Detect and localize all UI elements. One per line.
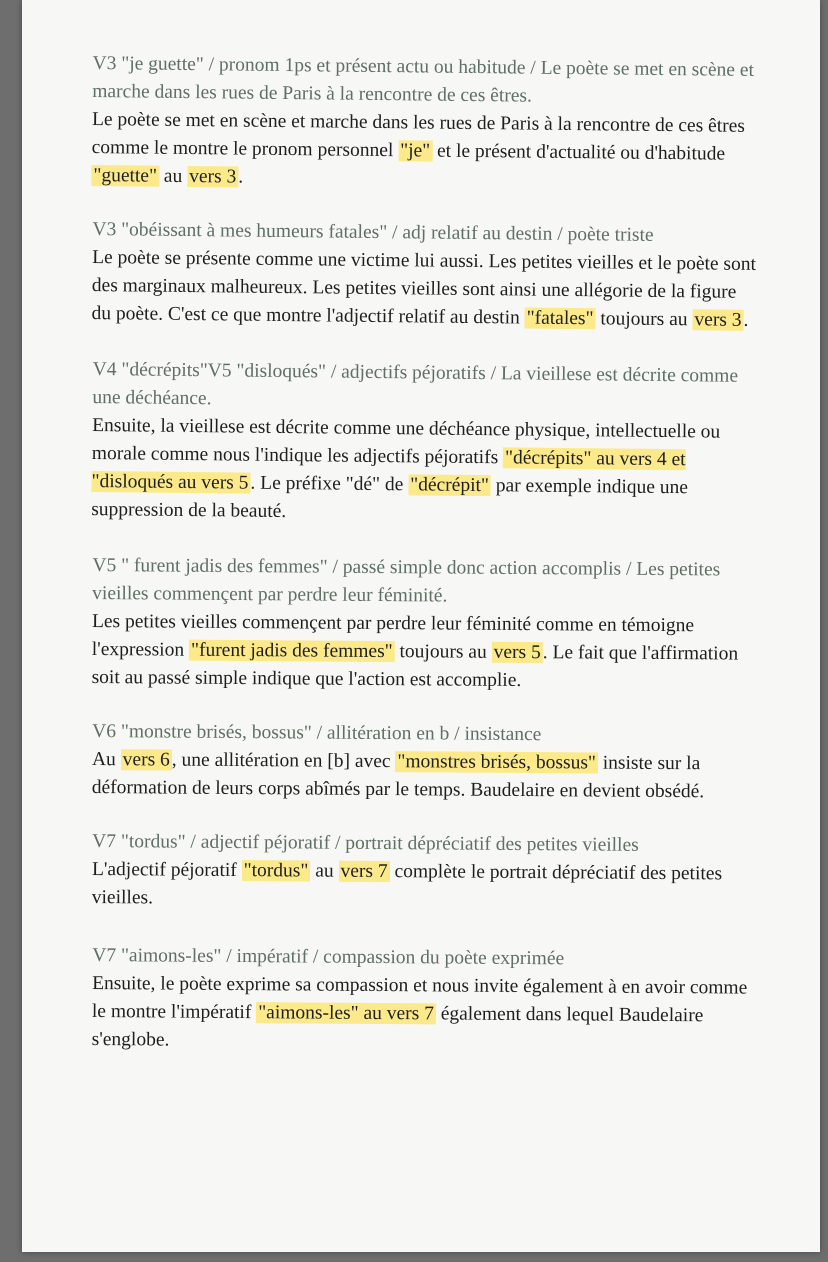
body-text: également dans lequel Baudelaire s'englobe.: [91, 1003, 704, 1051]
body-text: complète le portrait dépréciatif des petites vieilles.: [91, 861, 723, 909]
note-heading: V7 "tordus" / adjectif péjoratif / portrait dépréciatif des petites vieilles: [92, 831, 639, 856]
highlighted-text: "aimons-les" au vers 7: [258, 1002, 434, 1025]
highlighted-text: vers 7: [340, 860, 388, 883]
notes-content: [92, 50, 760, 1078]
highlighted-text: vers 5: [493, 641, 541, 664]
paper-sheet: [22, 0, 820, 1252]
body-text: . Le fait que l'affirmation soit au passé simple indique que l'action est accomplie.: [91, 642, 739, 691]
body-text: toujours au: [595, 308, 693, 331]
body-text: au: [310, 860, 339, 882]
body-text: .: [238, 166, 244, 188]
note-body: [92, 970, 761, 1059]
body-text: Le poète se présente comme une victime lui aussi. Les petites vieilles et le poète sont des marginaux malheureux. Les petites vieilles sont ainsi une allégorie de la figure du poète. C'est ce que montre l'adjectif relatif au destin: [91, 247, 757, 329]
highlighted-text: "fatales": [526, 307, 594, 330]
note-block-furent-jadis: [92, 552, 761, 697]
body-text: au: [158, 165, 188, 187]
note-heading: V6 "monstre brisés, bossus" / allitération en b / insistance: [92, 721, 542, 746]
body-text: Au: [91, 749, 121, 771]
body-text: Ensuite, le poète exprime sa compassion et nous invite également à en avoir comme le montre l'impératif: [91, 973, 748, 1024]
highlighted-text: vers 6: [122, 749, 170, 771]
body-text: insiste sur la déformation de leurs corps abîmés par le temps. Baudelaire en devient obsédé.: [91, 752, 705, 803]
note-block-je-guette: [91, 50, 760, 197]
note-heading: V4 "décrépits"V5 "disloqués" / adjectifs péjoratifs / La vieillese est décrite comme une déchéance.: [92, 359, 739, 410]
body-text: , une allitération en [b] avec: [171, 749, 396, 773]
highlighted-text: "furent jadis des femmes": [190, 639, 393, 663]
highlighted-text: vers 3: [694, 309, 742, 331]
note-body: [92, 608, 761, 697]
note-heading: V3 "je guette" / pronom 1ps et présent actu ou habitude / Le poète se met en scène et marche dans les rues de Paris à la rencontre de ces êtres.: [92, 53, 755, 107]
note-body: [91, 106, 760, 197]
note-heading: V5 " furent jadis des femmes" / passé simple donc action accomplis / Les petites vieilles commençent par perdre leur féminité.: [92, 555, 721, 607]
note-body: [91, 412, 760, 531]
body-text: .: [743, 309, 749, 331]
body-text: toujours au: [394, 641, 492, 663]
highlighted-text: "décrépit": [410, 474, 490, 497]
note-block-tordus: [92, 828, 761, 917]
body-text: L'adjectif péjoratif: [91, 859, 242, 882]
body-text: Les petites vieilles commençent par perdre leur féminité comme en témoigne l'expression: [91, 611, 695, 661]
body-text: par exemple indique une suppression de la beauté.: [91, 475, 689, 523]
note-block-monstres: [92, 718, 761, 807]
note-block-fatales: [91, 216, 760, 335]
body-text: Le poète se met en scène et marche dans les rues de Paris à la rencontre de ces êtres comme le montre le pronom personnel: [91, 109, 746, 162]
body-text: et le présent d'actualité ou d'habitude: [432, 140, 726, 165]
body-text: Ensuite, la vieillese est décrite comme une déchéance physique, intellectuelle ou morale comme nous l'indique les adjectifs péjoratifs: [91, 415, 721, 469]
body-text: . Le préfixe "dé" de: [250, 472, 409, 496]
note-heading: V7 "aimons-les" / impératif / compassion du poète exprimée: [92, 945, 565, 970]
note-body: [92, 856, 760, 917]
highlighted-text: "monstres brisés, bossus": [397, 751, 596, 774]
highlighted-text: "tordus": [243, 860, 309, 882]
note-block-aimons-les: [92, 942, 761, 1059]
note-heading: V3 "obéissant à mes humeurs fatales" / adj relatif au destin / poète triste: [92, 219, 654, 246]
highlighted-text: "guette": [93, 165, 158, 187]
note-block-decrepits: [91, 356, 761, 531]
note-body: [91, 244, 760, 335]
note-body: [92, 746, 760, 807]
highlighted-text: "décrépits" au vers 4 et "disloqués au vers 5: [91, 447, 686, 494]
highlighted-text: vers 3: [189, 166, 237, 188]
highlighted-text: "je": [400, 140, 431, 162]
